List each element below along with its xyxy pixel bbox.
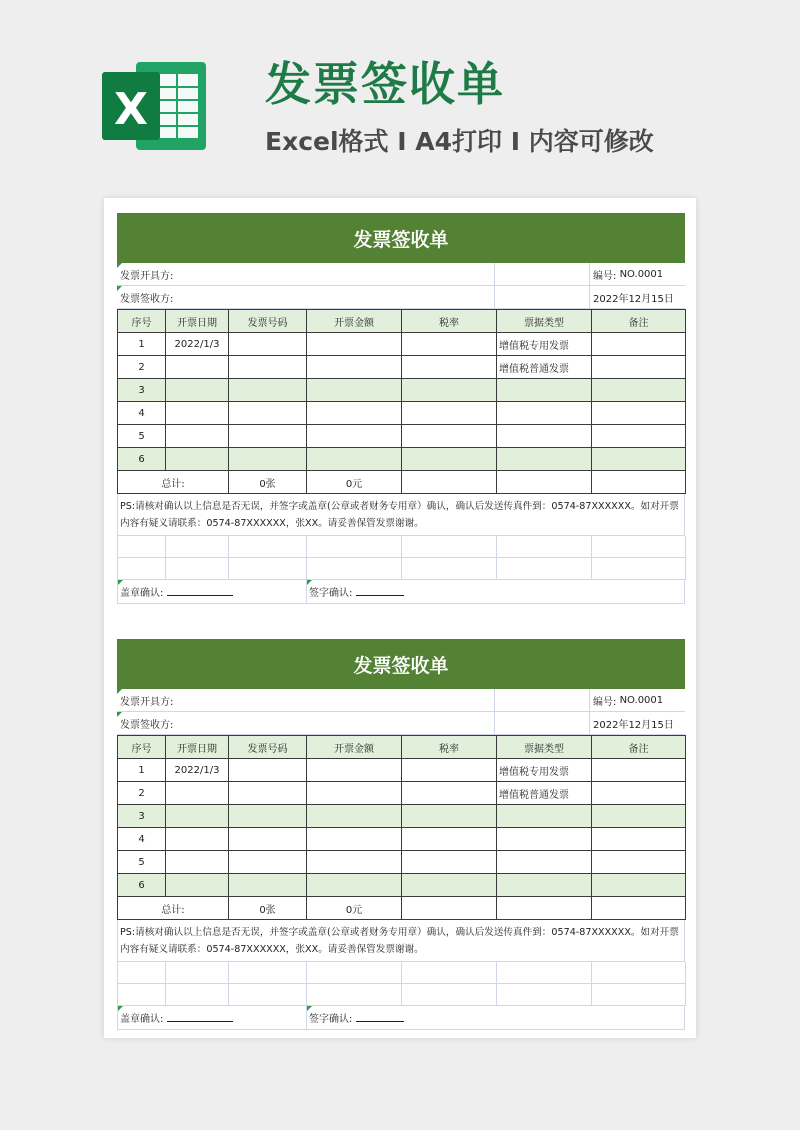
cell[interactable]: 增值税普通发票 bbox=[497, 356, 592, 379]
cell[interactable] bbox=[307, 379, 402, 402]
cell[interactable] bbox=[307, 874, 402, 897]
cell[interactable] bbox=[592, 874, 686, 897]
table-row bbox=[118, 805, 686, 828]
cell[interactable] bbox=[402, 448, 497, 471]
cell[interactable] bbox=[307, 782, 402, 805]
table-row bbox=[118, 874, 686, 897]
table-header-row bbox=[118, 736, 686, 759]
cell[interactable] bbox=[166, 874, 229, 897]
cell[interactable] bbox=[497, 874, 592, 897]
cell[interactable] bbox=[402, 897, 497, 920]
cell[interactable] bbox=[229, 828, 307, 851]
table-header-row bbox=[118, 310, 686, 333]
cell[interactable] bbox=[592, 828, 686, 851]
table-row bbox=[118, 782, 686, 805]
excel-logo-icon bbox=[100, 58, 208, 154]
stamp-line bbox=[167, 1013, 233, 1022]
cell[interactable] bbox=[166, 448, 229, 471]
number-cell[interactable] bbox=[590, 689, 685, 711]
total-count[interactable]: 0张 bbox=[229, 897, 307, 920]
cell[interactable] bbox=[229, 759, 307, 782]
form-title: 发票签收单 bbox=[117, 213, 685, 263]
issuer-label[interactable]: 发票开具方: bbox=[117, 689, 495, 711]
cell[interactable] bbox=[229, 425, 307, 448]
cell[interactable]: 2022/1/3 bbox=[166, 333, 229, 356]
cell[interactable] bbox=[166, 828, 229, 851]
cell[interactable]: 4 bbox=[118, 828, 166, 851]
cell[interactable] bbox=[166, 402, 229, 425]
cell[interactable] bbox=[402, 759, 497, 782]
cell[interactable] bbox=[592, 356, 686, 379]
receiver-row bbox=[117, 712, 685, 735]
col-header-number: 发票号码 bbox=[229, 736, 307, 759]
receipt-form-1 bbox=[117, 213, 685, 604]
cell[interactable] bbox=[166, 379, 229, 402]
number-label: 编号: bbox=[593, 696, 617, 708]
col-header-index: 序号 bbox=[118, 310, 166, 333]
cell[interactable] bbox=[592, 782, 686, 805]
cell[interactable] bbox=[497, 828, 592, 851]
cell[interactable] bbox=[229, 448, 307, 471]
table-row bbox=[118, 333, 686, 356]
col-header-type: 票据类型 bbox=[497, 736, 592, 759]
table-row bbox=[118, 402, 686, 425]
cell[interactable] bbox=[307, 425, 402, 448]
cell[interactable]: 5 bbox=[118, 851, 166, 874]
number-cell[interactable] bbox=[590, 263, 685, 285]
number-label: 编号: bbox=[593, 270, 617, 282]
cell[interactable]: 3 bbox=[118, 379, 166, 402]
total-label: 总计: bbox=[118, 471, 229, 494]
cell[interactable] bbox=[402, 874, 497, 897]
cell[interactable] bbox=[402, 333, 497, 356]
cell[interactable]: 3 bbox=[118, 805, 166, 828]
col-header-type: 票据类型 bbox=[497, 310, 592, 333]
col-header-remark: 备注 bbox=[592, 310, 686, 333]
cell[interactable]: 2 bbox=[118, 782, 166, 805]
cell[interactable] bbox=[592, 425, 686, 448]
receiver-extra-cell[interactable] bbox=[495, 712, 590, 734]
table-row bbox=[118, 759, 686, 782]
col-header-tax-rate: 税率 bbox=[402, 736, 497, 759]
page-subtitle: Excel格式 I A4打印 I 内容可修改 bbox=[265, 127, 654, 156]
total-label: 总计: bbox=[118, 897, 229, 920]
cell[interactable] bbox=[592, 851, 686, 874]
total-row bbox=[118, 471, 686, 494]
table-row bbox=[118, 851, 686, 874]
table-row bbox=[118, 425, 686, 448]
cell[interactable] bbox=[497, 805, 592, 828]
cell[interactable] bbox=[497, 402, 592, 425]
cell[interactable] bbox=[229, 356, 307, 379]
col-header-amount: 开票金额 bbox=[307, 310, 402, 333]
paper-sheet bbox=[104, 198, 696, 1038]
number-value: NO.0001 bbox=[619, 694, 664, 706]
stamp-confirm-field[interactable] bbox=[118, 580, 307, 603]
receiver-label[interactable]: 发票签收方: bbox=[117, 286, 495, 308]
invoice-table bbox=[117, 735, 686, 920]
cell[interactable] bbox=[166, 851, 229, 874]
cell[interactable]: 增值税普通发票 bbox=[497, 782, 592, 805]
col-header-index: 序号 bbox=[118, 736, 166, 759]
cell[interactable] bbox=[592, 448, 686, 471]
issuer-row bbox=[117, 263, 685, 286]
receiver-label[interactable]: 发票签收方: bbox=[117, 712, 495, 734]
cell[interactable] bbox=[229, 782, 307, 805]
cell[interactable] bbox=[307, 805, 402, 828]
issuer-label[interactable]: 发票开具方: bbox=[117, 263, 495, 285]
cell[interactable] bbox=[402, 402, 497, 425]
cell[interactable] bbox=[229, 874, 307, 897]
date-cell[interactable]: 2022年12月15日 bbox=[593, 293, 674, 305]
page-title: 发票签收单 bbox=[265, 57, 505, 111]
col-header-tax-rate: 税率 bbox=[402, 310, 497, 333]
cell[interactable] bbox=[497, 897, 592, 920]
table-row bbox=[118, 356, 686, 379]
col-header-date: 开票日期 bbox=[166, 736, 229, 759]
total-count[interactable]: 0张 bbox=[229, 471, 307, 494]
total-amount[interactable]: 0元 bbox=[307, 471, 402, 494]
cell[interactable] bbox=[307, 333, 402, 356]
issuer-row bbox=[117, 689, 685, 712]
cell[interactable] bbox=[497, 851, 592, 874]
cell[interactable] bbox=[402, 805, 497, 828]
cell[interactable]: 5 bbox=[118, 425, 166, 448]
logo-letter: X bbox=[114, 84, 148, 135]
sign-line bbox=[356, 587, 404, 596]
issuer-extra-cell[interactable] bbox=[495, 689, 590, 711]
cell[interactable] bbox=[497, 471, 592, 494]
stamp-label: 盖章确认: bbox=[120, 588, 164, 599]
cell[interactable]: 1 bbox=[118, 759, 166, 782]
col-header-remark: 备注 bbox=[592, 736, 686, 759]
cell[interactable] bbox=[307, 448, 402, 471]
cell[interactable] bbox=[229, 379, 307, 402]
cell[interactable] bbox=[402, 782, 497, 805]
invoice-table bbox=[117, 309, 686, 494]
cell[interactable] bbox=[402, 851, 497, 874]
cell[interactable] bbox=[307, 759, 402, 782]
blank-rows bbox=[117, 962, 685, 1006]
cell[interactable] bbox=[592, 379, 686, 402]
cell[interactable] bbox=[497, 425, 592, 448]
sign-label: 签字确认: bbox=[309, 1014, 353, 1025]
number-value: NO.0001 bbox=[619, 268, 664, 280]
table-row bbox=[118, 379, 686, 402]
cell[interactable] bbox=[229, 805, 307, 828]
cell[interactable]: 6 bbox=[118, 448, 166, 471]
cell[interactable] bbox=[307, 828, 402, 851]
confirm-row bbox=[117, 580, 685, 604]
cell[interactable] bbox=[497, 448, 592, 471]
sign-line bbox=[356, 1013, 404, 1022]
cell[interactable] bbox=[402, 425, 497, 448]
ps-note: PS:请核对确认以上信息是否无误，并签字或盖章(公章或者财务专用章）确认，确认后发送传真件到：0574-87XXXXXX。如对开票内容有疑义请联系：0574-87XXXXXX，张XX。请妥善保管发票谢谢。 bbox=[117, 920, 685, 962]
cell[interactable] bbox=[307, 851, 402, 874]
cell[interactable] bbox=[307, 402, 402, 425]
col-header-amount: 开票金额 bbox=[307, 736, 402, 759]
stamp-line bbox=[167, 587, 233, 596]
cell[interactable] bbox=[166, 356, 229, 379]
cell[interactable] bbox=[229, 851, 307, 874]
table-row bbox=[118, 828, 686, 851]
sign-confirm-field[interactable] bbox=[307, 580, 686, 603]
col-header-number: 发票号码 bbox=[229, 310, 307, 333]
date-cell[interactable]: 2022年12月15日 bbox=[593, 719, 674, 731]
stamp-confirm-field[interactable] bbox=[118, 1006, 307, 1029]
cell[interactable]: 2 bbox=[118, 356, 166, 379]
cell[interactable] bbox=[592, 471, 686, 494]
total-amount[interactable]: 0元 bbox=[307, 897, 402, 920]
cell[interactable] bbox=[497, 379, 592, 402]
cell[interactable]: 6 bbox=[118, 874, 166, 897]
table-row bbox=[118, 448, 686, 471]
total-row bbox=[118, 897, 686, 920]
confirm-row bbox=[117, 1006, 685, 1030]
cell[interactable] bbox=[229, 402, 307, 425]
cell[interactable]: 4 bbox=[118, 402, 166, 425]
cell[interactable] bbox=[402, 828, 497, 851]
cell[interactable] bbox=[166, 425, 229, 448]
blank-rows bbox=[117, 536, 685, 580]
form-title: 发票签收单 bbox=[117, 639, 685, 689]
sign-label: 签字确认: bbox=[309, 588, 353, 599]
cell[interactable] bbox=[402, 379, 497, 402]
sign-confirm-field[interactable] bbox=[307, 1006, 686, 1029]
cell[interactable] bbox=[166, 805, 229, 828]
cell[interactable] bbox=[307, 356, 402, 379]
cell[interactable]: 2022/1/3 bbox=[166, 759, 229, 782]
cell[interactable]: 1 bbox=[118, 333, 166, 356]
cell[interactable] bbox=[592, 402, 686, 425]
cell[interactable] bbox=[402, 356, 497, 379]
ps-note: PS:请核对确认以上信息是否无误，并签字或盖章(公章或者财务专用章）确认，确认后发送传真件到：0574-87XXXXXX。如对开票内容有疑义请联系：0574-87XXXXXX，张XX。请妥善保管发票谢谢。 bbox=[117, 494, 685, 536]
cell[interactable] bbox=[592, 897, 686, 920]
cell[interactable]: 增值税专用发票 bbox=[497, 333, 592, 356]
stamp-label: 盖章确认: bbox=[120, 1014, 164, 1025]
receiver-row bbox=[117, 286, 685, 309]
cell[interactable] bbox=[402, 471, 497, 494]
cell[interactable]: 增值税专用发票 bbox=[497, 759, 592, 782]
receipt-form-2 bbox=[117, 639, 685, 1030]
cell[interactable] bbox=[592, 759, 686, 782]
cell[interactable] bbox=[229, 333, 307, 356]
issuer-extra-cell[interactable] bbox=[495, 263, 590, 285]
receiver-extra-cell[interactable] bbox=[495, 286, 590, 308]
cell[interactable] bbox=[592, 805, 686, 828]
cell[interactable] bbox=[592, 333, 686, 356]
cell[interactable] bbox=[166, 782, 229, 805]
col-header-date: 开票日期 bbox=[166, 310, 229, 333]
